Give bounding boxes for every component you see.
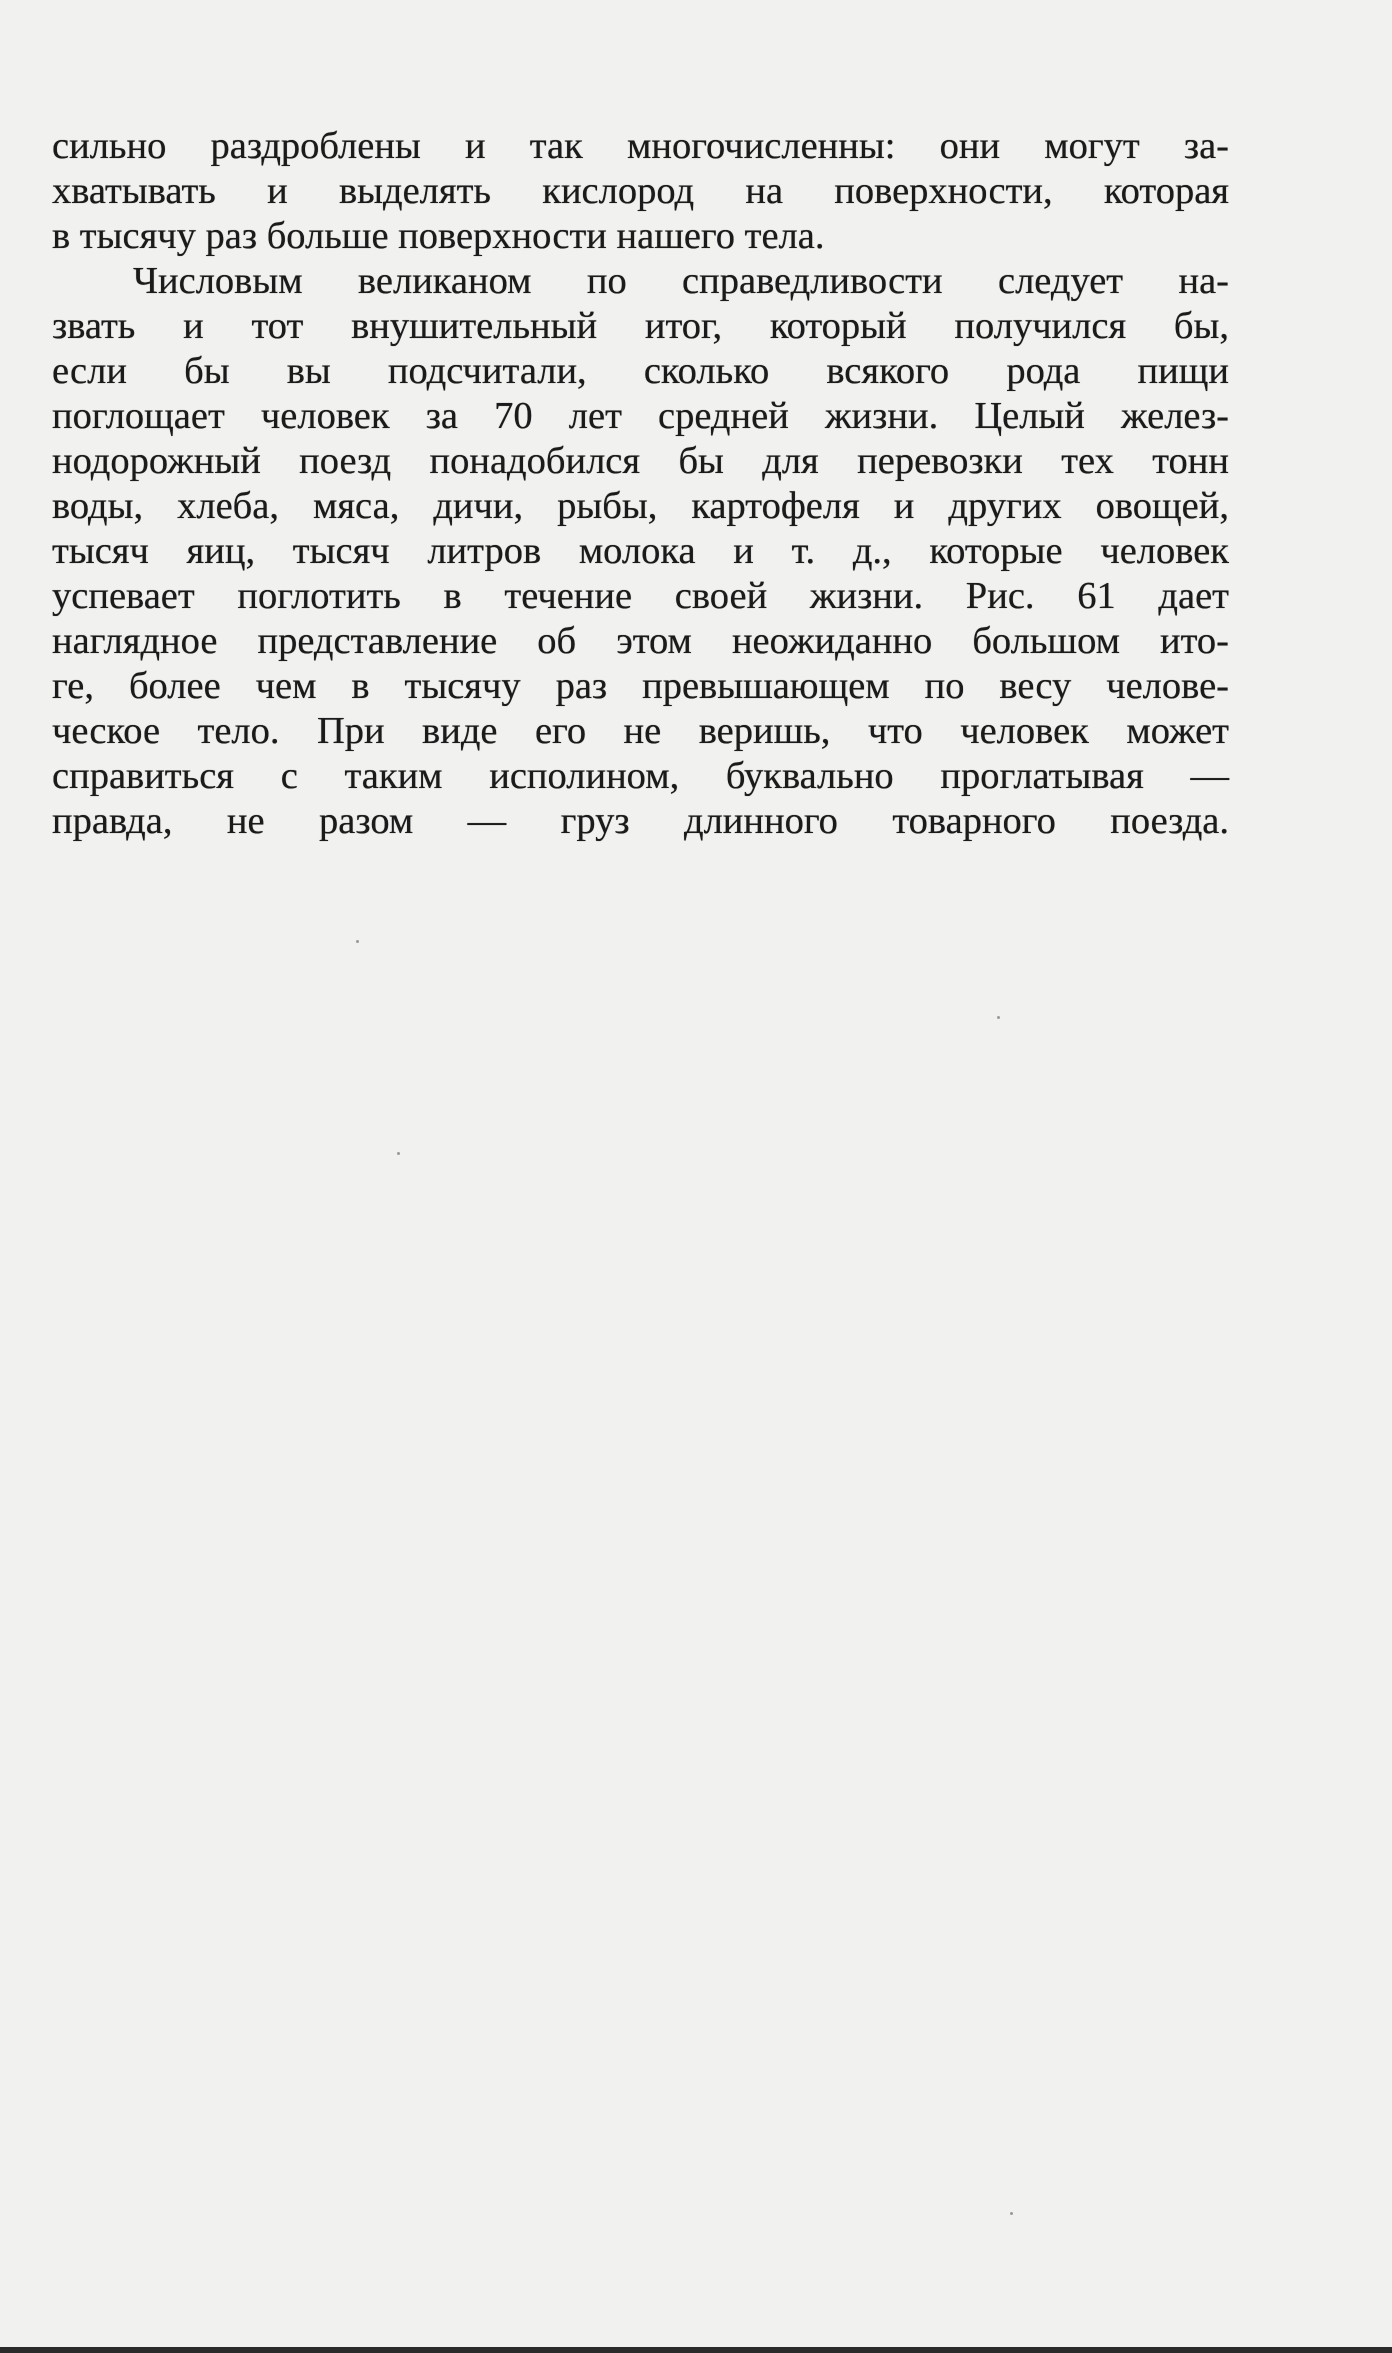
text-line: сильно раздроблены и так многочисленны: они могут за- [52, 125, 1229, 167]
text-line: нодорожный поезд понадобился бы для перевозки тех тонн [52, 440, 1229, 482]
paper-speck [997, 1016, 1000, 1019]
text-line: поглощает человек за 70 лет средней жизни. Целый желез- [52, 395, 1229, 437]
paper-speck [356, 940, 359, 943]
text-line: ге, более чем в тысячу раз превышающем по весу челове- [52, 665, 1229, 707]
text-line: в тысячу раз больше поверхности нашего тела. [52, 215, 825, 257]
text-line: правда, не разом — груз длинного товарного поезда. [52, 800, 1229, 842]
text-line: ческое тело. При виде его не веришь, что человек может [52, 710, 1229, 752]
page-bottom-edge [0, 2347, 1392, 2353]
paragraph-2 [52, 259, 1229, 844]
paper-speck [397, 1152, 400, 1155]
text-line: звать и тот внушительный итог, который получился бы, [52, 305, 1229, 347]
text-line: наглядное представление об этом неожиданно большом ито- [52, 620, 1229, 662]
text-line: хватывать и выделять кислород на поверхности, которая [52, 170, 1229, 212]
text-line: Числовым великаном по справедливости следует на- [133, 260, 1229, 302]
text-line: успевает поглотить в течение своей жизни. Рис. 61 дает [52, 575, 1229, 617]
paragraph-1 [52, 124, 1229, 259]
text-line: справиться с таким исполином, буквально проглатывая — [52, 755, 1229, 797]
body-text [52, 124, 1229, 844]
text-line: воды, хлеба, мяса, дичи, рыбы, картофеля и других овощей, [52, 485, 1229, 527]
text-line: если бы вы подсчитали, сколько всякого рода пищи [52, 350, 1229, 392]
paper-speck [1010, 2212, 1013, 2215]
text-line: тысяч яиц, тысяч литров молока и т. д., которые человек [52, 530, 1229, 572]
